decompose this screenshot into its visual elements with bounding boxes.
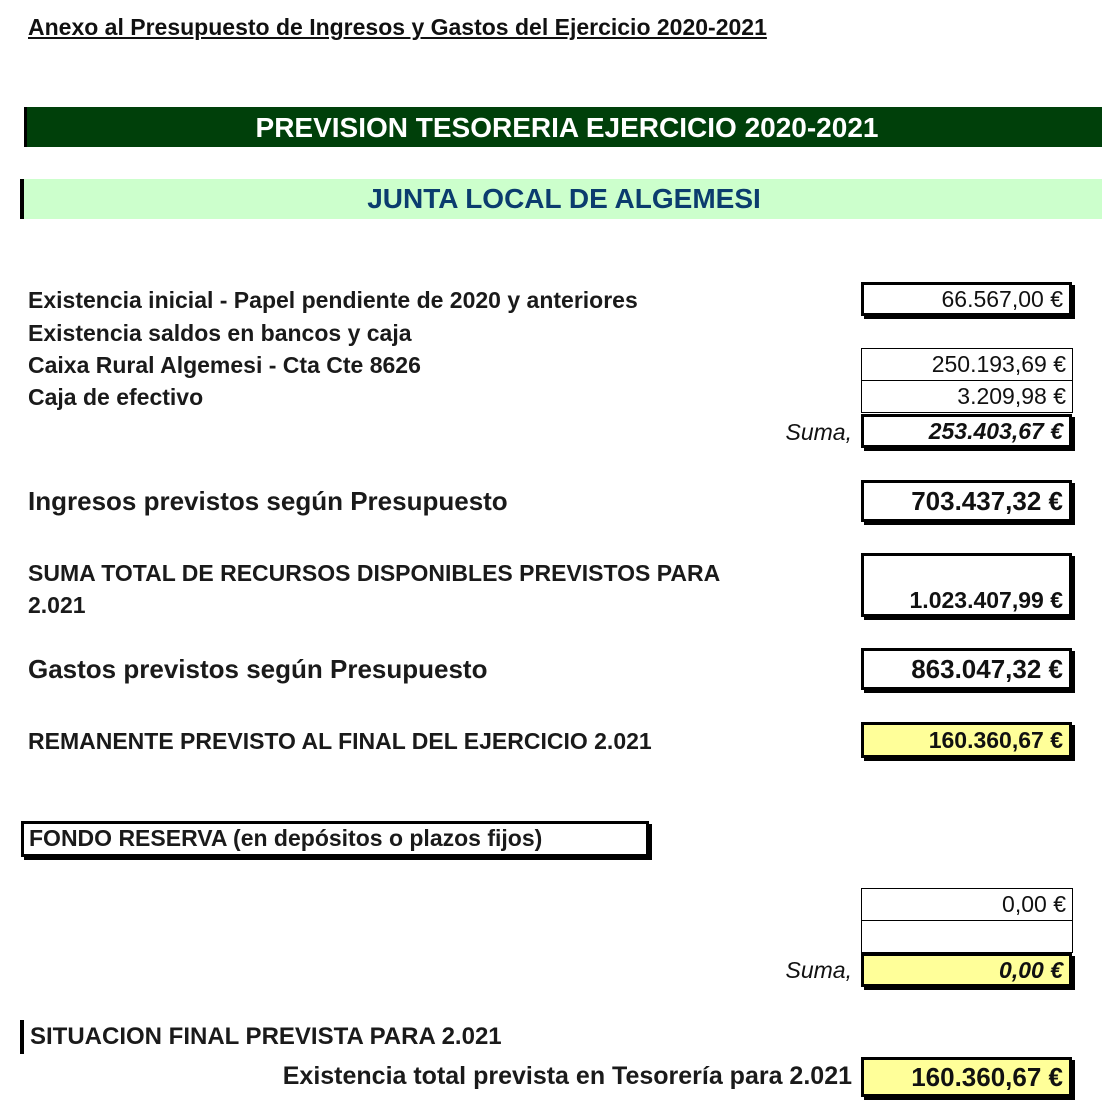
remanente-value: 160.360,67 € [861,722,1072,758]
caixa-rural-value: 250.193,69 € [861,348,1073,381]
header-note: Anexo al Presupuesto de Ingresos y Gastos del Ejercicio 2020-2021 [28,14,767,40]
fondo-suma-label: Suma, [785,957,852,983]
banner-title: PREVISION TESORERIA EJERCICIO 2020-2021 [255,112,879,143]
fondo-reserva-value-2 [861,920,1073,953]
saldos-heading: Existencia saldos en bancos y caja [28,320,412,346]
situacion-final-heading: SITUACION FINAL PREVISTA PARA 2.021 [20,1020,502,1054]
remanente-label: REMANENTE PREVISTO AL FINAL DEL EJERCICIO 2.021 [28,728,652,754]
situacion-final-value: 160.360,67 € [861,1057,1072,1097]
situacion-final-label: Existencia total prevista en Tesorería para 2.021 [282,1062,852,1090]
suma-label: Suma, [785,419,852,445]
fondo-reserva-label: FONDO RESERVA (en depósitos o plazos fijos) [21,821,649,857]
suma-total-value-text: 1.023.407,99 € [909,587,1063,613]
subtitle-band [20,179,1102,219]
banner [24,107,1102,147]
ingresos-value: 703.437,32 € [861,480,1072,522]
existencia-inicial-value: 66.567,00 € [861,282,1072,316]
fondo-reserva-value-1: 0,00 € [861,888,1073,921]
suma-value: 253.403,67 € [861,414,1072,448]
caja-efectivo-label: Caja de efectivo [28,384,204,410]
subtitle: JUNTA LOCAL DE ALGEMESI [367,183,761,214]
fondo-suma-value: 0,00 € [861,953,1072,987]
ingresos-label: Ingresos previstos según Presupuesto [28,486,508,516]
gastos-label: Gastos previstos según Presupuesto [28,654,488,684]
suma-total-label-line1: SUMA TOTAL DE RECURSOS DISPONIBLES PREVISTOS PARA [28,560,721,586]
suma-total-value [861,553,1072,617]
existencia-inicial-label: Existencia inicial - Papel pendiente de 2020 y anteriores [28,287,638,313]
gastos-value: 863.047,32 € [861,648,1072,690]
suma-total-label-line2: 2.021 [28,592,86,618]
caja-efectivo-value: 3.209,98 € [861,380,1073,413]
caixa-rural-label: Caixa Rural Algemesi - Cta Cte 8626 [28,352,421,378]
